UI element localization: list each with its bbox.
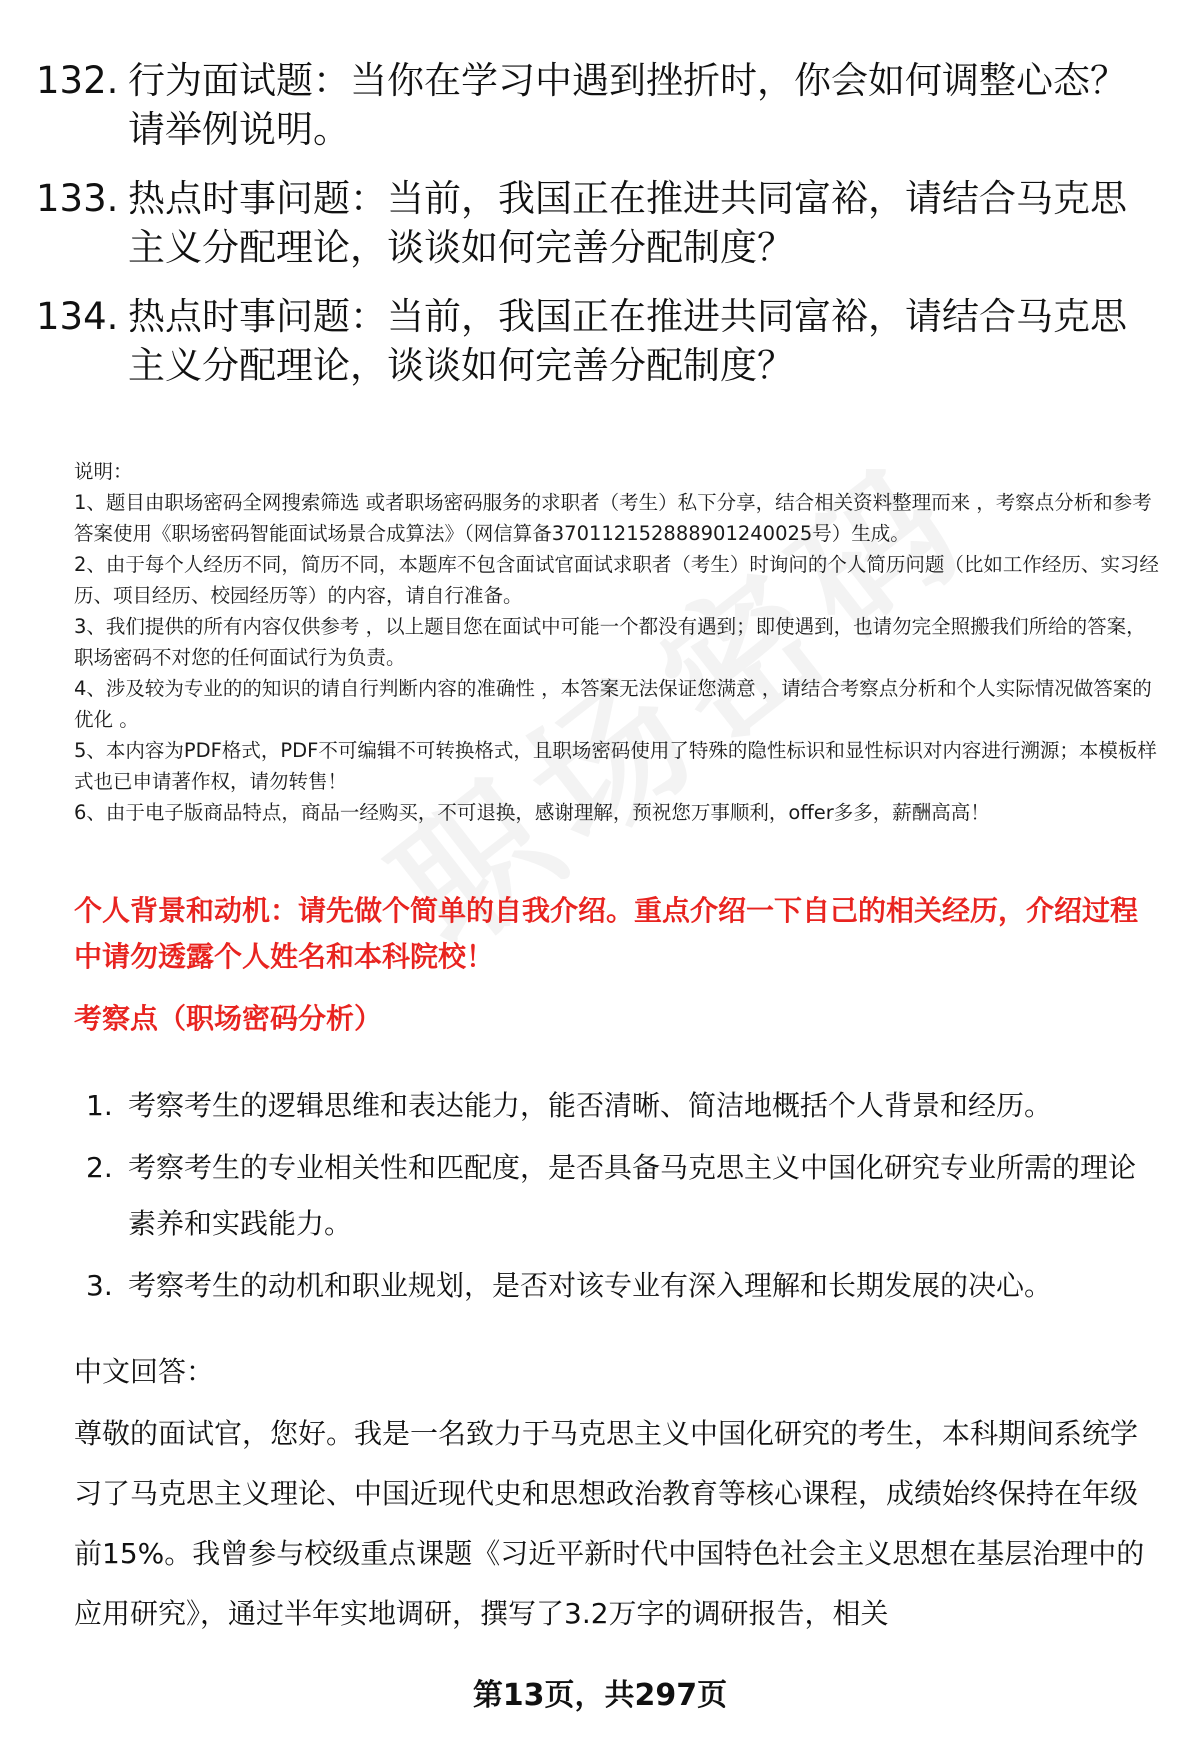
question-item xyxy=(36,292,1156,390)
question-item xyxy=(36,174,1156,272)
note-item: 6、由于电子版商品特点，商品一经购买，不可退换，感谢理解，预祝您万事顺利，offer多多，薪酬高高！ xyxy=(74,801,990,824)
point-text: 考察考生的逻辑思维和表达能力，能否清晰、简洁地概括个人背景和经历。 xyxy=(128,1089,1053,1122)
page-footer: 第13页，共297页 xyxy=(472,1678,728,1713)
point-number: 3. xyxy=(86,1269,113,1302)
section-title: 个人背景和动机：请先做个简单的自我介绍。重点介绍一下自己的相关经历，介绍过程中请勿透露个人姓名和本科院校！ xyxy=(74,894,1139,973)
note-item: 1、题目由职场密码全网搜索筛选 或者职场密码服务的求职者（考生）私下分享，结合相关资料整理而来 ，考察点分析和参考答案使用《职场密码智能面试场景合成算法》（网信算备370112152888901240025号）生成。 xyxy=(74,491,1152,545)
note-item: 2、由于每个人经历不同，简历不同，本题库不包含面试官面试求职者（考生）时询问的个人简历问题（比如工作经历、实习经历、项目经历、校园经历等）的内容，请自行准备。 xyxy=(74,553,1159,607)
question-text: 热点时事问题：当前，我国正在推进共同富裕，请结合马克思主义分配理论，谈谈如何完善分配制度？ xyxy=(128,295,1127,387)
point-text: 考察考生的专业相关性和匹配度，是否具备马克思主义中国化研究专业所需的理论素养和实践能力。 xyxy=(128,1151,1137,1240)
point-text: 考察考生的动机和职业规划，是否对该专业有深入理解和长期发展的决心。 xyxy=(128,1269,1053,1302)
analysis-points xyxy=(86,1078,1156,1320)
question-item xyxy=(36,56,1156,154)
note-item: 4、涉及较为专业的的知识的请自行判断内容的准确性 ，本答案无法保证您满意 ，请结合考察点分析和个人实际情况做答案的优化 。 xyxy=(74,677,1152,731)
point-number: 1. xyxy=(86,1089,113,1122)
point-number: 2. xyxy=(86,1151,113,1184)
notes-title: 说明： xyxy=(74,460,133,483)
analysis-title: 考察点（职场密码分析） xyxy=(74,1002,383,1035)
question-number: 132. xyxy=(36,59,119,102)
answer-label: 中文回答： xyxy=(74,1355,215,1388)
question-text: 行为面试题：当你在学习中遇到挫折时，你会如何调整心态？请举例说明。 xyxy=(128,59,1127,151)
question-number: 133. xyxy=(36,177,119,220)
answer-text: 尊敬的面试官，您好。我是一名致力于马克思主义中国化研究的考生，本科期间系统学习了马克思主义理论、中国近现代史和思想政治教育等核心课程，成绩始终保持在年级前15%。我曾参与校级重点课题《习近平新时代中国特色社会主义思想在基层治理中的应用研究》，通过半年实地调研，撰写了3.2万字的调研报告，相关 xyxy=(74,1417,1145,1630)
question-text: 热点时事问题：当前，我国正在推进共同富裕，请结合马克思主义分配理论，谈谈如何完善分配制度？ xyxy=(128,177,1127,269)
note-item: 3、我们提供的所有内容仅供参考 ，以上题目您在面试中可能一个都没有遇到；即使遇到，也请勿完全照搬我们所给的答案，职场密码不对您的任何面试行为负责。 xyxy=(74,615,1146,669)
analysis-point xyxy=(86,1140,1156,1252)
question-number: 134. xyxy=(36,295,119,338)
analysis-point xyxy=(86,1258,1156,1314)
note-item: 5、本内容为PDF格式，PDF不可编辑不可转换格式，且职场密码使用了特殊的隐性标识和显性标识对内容进行溯源；本模板样式也已申请著作权，请勿转售！ xyxy=(74,739,1157,793)
disclaimer-notes xyxy=(74,456,1164,828)
analysis-point xyxy=(86,1078,1156,1134)
